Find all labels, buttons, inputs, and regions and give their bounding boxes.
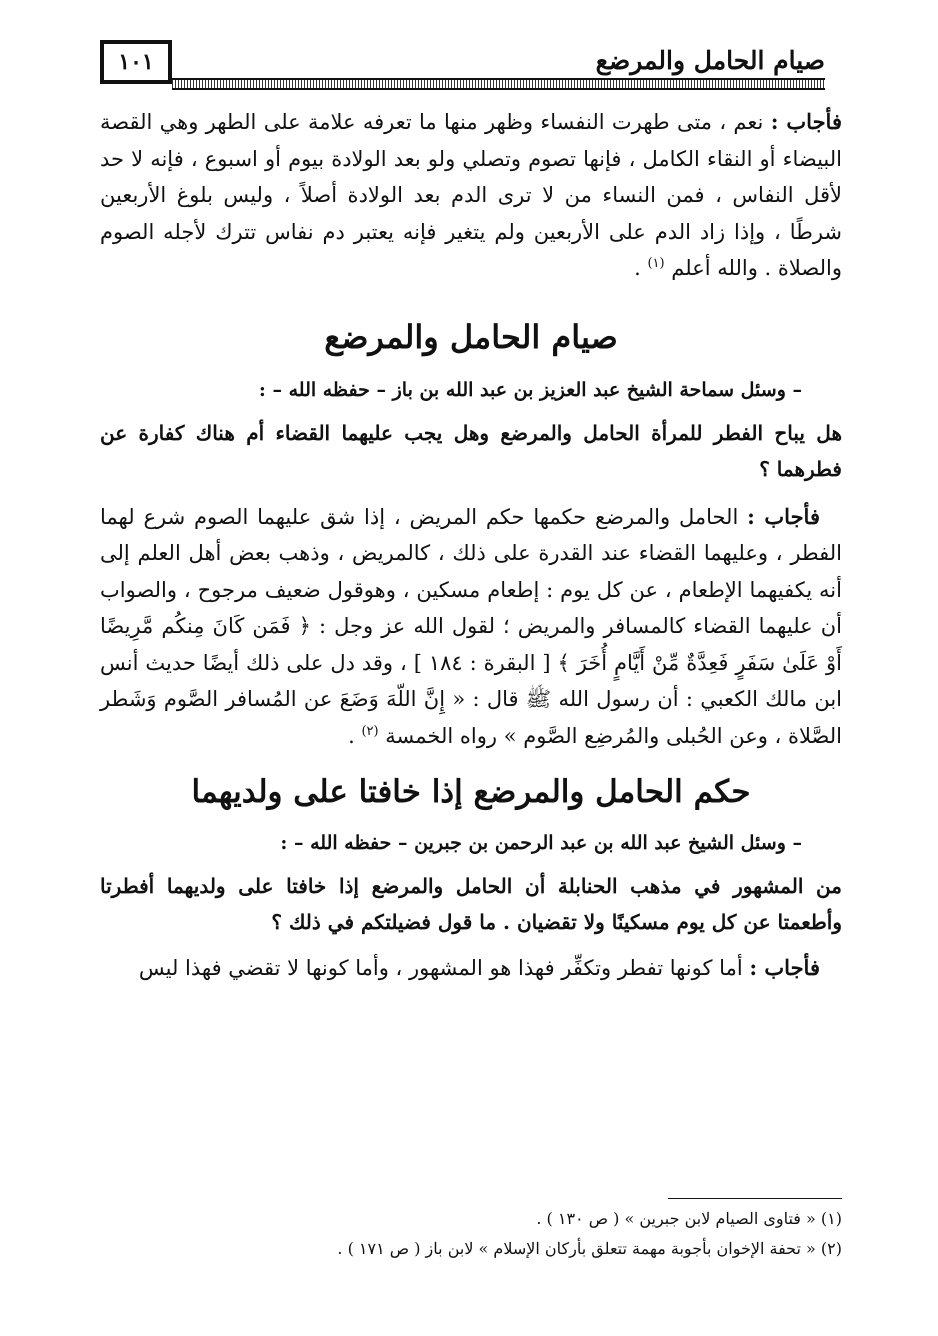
section-title: صيام الحامل والمرضع bbox=[324, 317, 618, 356]
answer-paragraph-1 bbox=[100, 104, 842, 287]
footnote-divider bbox=[668, 1198, 842, 1199]
answer-lead: فأجاب : bbox=[747, 503, 820, 529]
question-intro: – وسئل الشيخ عبد الله بن عبد الرحمن بن جبرين – حفظه الله – : bbox=[280, 832, 802, 854]
page-body bbox=[100, 104, 842, 987]
answer-paragraph-3 bbox=[100, 950, 842, 987]
footnote-2: (٢) « تحفة الإخوان بأجوبة مهمة تتعلق بأركان الإسلام » لابن باز ( ص ١٧١ ) . bbox=[337, 1239, 842, 1258]
running-title: صيام الحامل والمرضع bbox=[595, 46, 825, 75]
footnote-ref: (٢) bbox=[361, 723, 379, 739]
header-rule bbox=[172, 78, 825, 90]
footnotes bbox=[100, 1204, 842, 1264]
period: . bbox=[634, 256, 648, 280]
question-text: هل يباح الفطر للمرأة الحامل والمرضع وهل يجب عليهما القضاء أم هناك كفارة عن فطرهما ؟ bbox=[100, 420, 842, 481]
footnote-ref: (١) bbox=[647, 256, 665, 271]
section-title: حكم الحامل والمرضع إذا خافتا على ولديهما bbox=[191, 774, 751, 810]
answer-lead: فأجاب : bbox=[770, 109, 842, 134]
page-number-box bbox=[100, 40, 172, 84]
answer-text: نعم ، متى طهرت النفساء وظهر منها ما تعرفه علامة على الطهر وهي القصة البيضاء أو النقاء الكامل ، فإنها تصوم وتصلي ولو بعد الولادة بيوم أو اسبوع ، فإنه لا حد لأقل النفاس ، فمن النساء من لا ترى الدم بعد الولادة أصلاً ، وليس بلوغ الأربعين شرطًا ، وإذا زاد الدم على الأربعين ولم يتغير فإنه يعتبر دم نفاس تترك لأجله الصوم والصلاة . والله أعلم bbox=[100, 110, 842, 280]
page-header bbox=[100, 40, 825, 88]
answer-text: أما كونها تفطر وتكفِّر فهذا هو المشهور ، وأما كونها لا تقضي فهذا ليس bbox=[138, 956, 743, 980]
footnote-1: (١) « فتاوى الصيام لابن جبرين » ( ص ١٣٠ ) . bbox=[536, 1209, 842, 1228]
answer-text: الحامل والمرضع حكمها حكم المريض ، إذا شق عليهما الصوم شرع لهما الفطر ، وعليهما القضاء عند القدرة على ذلك ، كالمريض ، وذهب بعض أهل العلم إلى أنه يكفيهما الإطعام ، عن كل يوم : إطعام مسكين ، وهوقول ضعيف مرجوح ، والصواب أن عليهما القضاء كالمسافر والمريض ؛ لقول الله عز وجل : ﴿ فَمَن كَانَ مِنكُم مَّرِيضًا أَوْ عَلَىٰ سَفَرٍ فَعِدَّةٌ مِّنْ أَيَّامٍ أُخَرَ ﴾ [ البقرة : ١٨٤ ] ، وقد دل على ذلك أيضًا حديث أنس ابن مالك الكعبي : أن رسول الله ﷺ قال : « إِنَّ اللّهَ وَضَعَ عن المُسافر الصَّوم وَشَطر الصَّلاة ، وعن الحُبلى والمُرضِع الصَّوم » رواه الخمسة bbox=[100, 504, 842, 748]
question-intro: – وسئل سماحة الشيخ عبد العزيز بن عبد الله بن باز – حفظه الله – : bbox=[258, 378, 802, 401]
question-text: من المشهور في مذهب الحنابلة أن الحامل والمرضع إذا خافتا على ولديهما أفطرتا وأطعمتا عن كل يوم مسكينًا ولا تقضيان . ما قول فضيلتكم في ذلك ؟ bbox=[100, 874, 842, 934]
answer-lead: فأجاب : bbox=[749, 955, 820, 980]
page-number: ١٠١ bbox=[118, 49, 154, 75]
answer-paragraph-2 bbox=[100, 499, 842, 755]
period: . bbox=[348, 723, 362, 748]
